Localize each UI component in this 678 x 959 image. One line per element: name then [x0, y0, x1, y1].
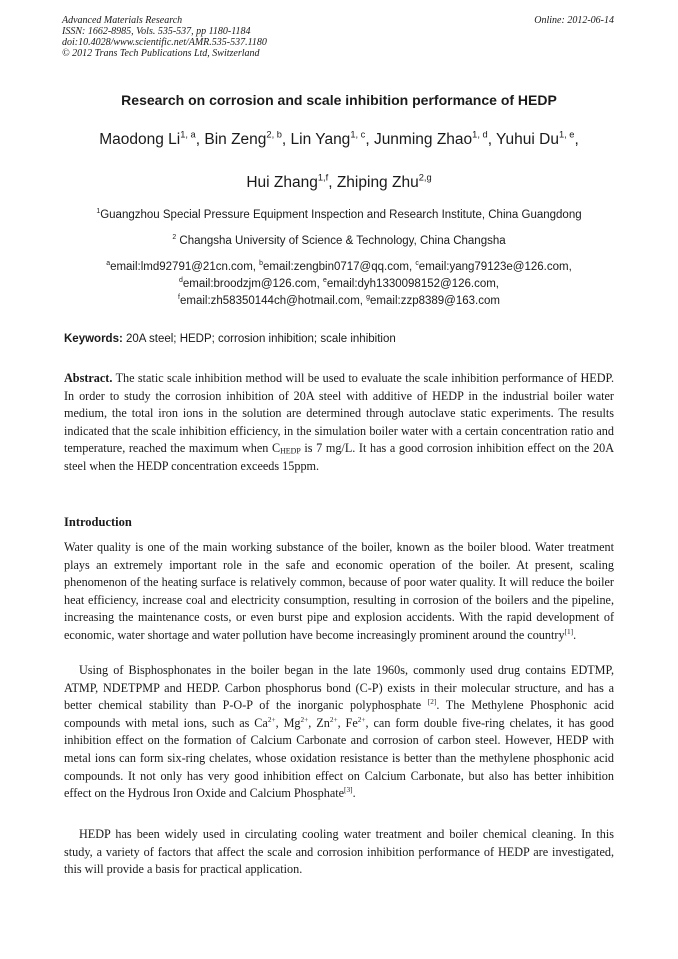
email-sup: e — [323, 277, 327, 285]
email-list — [40, 259, 638, 310]
copyright-line: © 2012 Trans Tech Publications Ltd, Switzerland — [62, 48, 260, 59]
paragraph-text: , can form double five-ring chelates, it has good inhibition effect on the formation of Calcium Carbonate and corrosion of carbon steel. However, HEDP with metal ions can form six-ring chelates, whose oxidation resistance is better than the methylene phosphonic acid compounds. It not only has very good inhibition effect on Calcium Carbonate, but also has better inhibition effect on the Hydrous Iron Oxide and Calcium Phosphate — [64, 715, 615, 801]
issn-line: ISSN: 1662-8985, Vols. 535-537, pp 1180-1184 — [62, 26, 251, 37]
citation-ref: [3] — [344, 785, 353, 795]
author-name: Hui Zhang — [246, 174, 318, 191]
author-sup: 1, c — [350, 129, 366, 140]
keywords-label: Keywords: — [64, 333, 123, 345]
affiliation-sup: 2 — [172, 234, 177, 242]
journal-header — [62, 15, 267, 59]
affiliation-text: Guangzhou Special Pressure Equipment Inspection and Research Institute, China Guangdong — [100, 209, 582, 221]
paragraph-text: . — [573, 627, 577, 642]
paragraph-text: Water quality is one of the main working substance of the boiler, known as the boiler blood. Water treatment plays an extremely important role in the safe and economic operation of the boiler. At present, scaling phenomenon of the heating surface is relatively common, because of poor water quality. It will reduce the boiler heat efficiency, increase coal and electricity consumption, resulting in corrosion of the boilers and the pipeline, increasing the maintenance costs, or even burst pipe and explosion accidents. With the rapid development of economic, water shortage and water pollution have become increasingly prominent around the country — [64, 540, 614, 642]
author-name: Lin Yang — [290, 131, 351, 148]
paragraph-text: . — [352, 786, 356, 801]
paragraph-text: , Fe — [337, 715, 358, 730]
email-line-2 — [40, 276, 638, 293]
email-sup: a — [106, 260, 111, 268]
intro-paragraph-3 — [64, 826, 614, 879]
abstract-subscript: HEDP — [280, 446, 301, 456]
author-line-2: Hui Zhang$^{1,f}$, Zhiping Zhu$^{2,g}$ — [246, 172, 432, 191]
intro-paragraph-1 — [64, 539, 614, 645]
ion-charge: 2+ — [267, 714, 276, 724]
author-line-1: Maodong Li$^{1, a}$, Bin Zeng$^{2, b}$, Lin Yang$^{1, c}$, Junming Zhao$^{1, d}$, Yuhui Du$^{1, e}$, — [99, 129, 579, 148]
author-name: Maodong Li — [99, 131, 181, 148]
citation-ref: [1] — [564, 626, 574, 636]
email-sup: f — [178, 294, 180, 302]
email-line-1 — [40, 259, 638, 276]
keywords — [64, 333, 396, 345]
affiliation-2 — [0, 235, 678, 247]
email-text: email:zengbin0717@qq.com, — [263, 261, 416, 273]
email-sup: c — [415, 260, 419, 268]
keywords-text: 20A steel; HEDP; corrosion inhibition; scale inhibition — [122, 333, 396, 345]
email-text: email:dyh1330098152@126.com, — [326, 278, 499, 290]
affiliation-sup: 1 — [96, 208, 101, 216]
paragraph-text: HEDP has been widely used in circulating cooling water treatment and boiler chemical cleaning. In this study, a variety of factors that affect the scale and corrosion inhibition performance of HEDP are investigated, this will provide a basis for practical application. — [64, 827, 614, 877]
paper-title: Research on corrosion and scale inhibition performance of HEDP — [121, 92, 557, 108]
email-sup: d — [179, 277, 183, 285]
author-name: Bin Zeng — [204, 131, 267, 148]
journal-name: Advanced Materials Research — [62, 15, 183, 26]
email-text: email:zzp8389@163.com — [370, 295, 500, 307]
author-sup: 2, b — [266, 129, 282, 140]
doi-line: doi:10.4028/www.scientific.net/AMR.535-537.1180 — [62, 37, 267, 48]
email-sup: g — [366, 294, 371, 302]
author-name: Junming Zhao — [373, 131, 473, 148]
email-text: email:yang79123e@126.com, — [418, 261, 572, 273]
abstract-label: Abstract. — [64, 371, 113, 385]
ion-charge: 2+ — [357, 714, 366, 724]
author-name: Zhiping Zhu — [336, 174, 419, 191]
intro-paragraph-2 — [64, 662, 614, 803]
author-sup: 1, e — [558, 129, 575, 140]
author-sup: 1, d — [472, 129, 488, 140]
affiliation-1 — [0, 209, 678, 221]
paragraph-text: , Zn — [308, 715, 330, 730]
author-sup: 1,f — [317, 172, 329, 183]
email-text: email:zh58350144ch@hotmail.com, — [179, 295, 367, 307]
email-text: email:lmd92791@21cn.com, — [110, 261, 260, 273]
ion-charge: 2+ — [300, 714, 309, 724]
abstract-text: is 7 mg/L. It has a good corrosion inhibition effect on the 20A steel when the HEDP concentration exceeds 15ppm. — [64, 441, 615, 473]
email-text: email:broodzjm@126.com, — [182, 278, 323, 290]
paragraph-text: Using of Bisphosphonates in the boiler began in the late 1960s, commonly used drug contains EDTMP, ATMP, NDETPMP and HEDP. Carbon phosphorus bond (C-P) exists in their molecular structure, and has a better chemical stability than P-O-P of the inorganic polyphosphate — [64, 663, 614, 713]
online-date: Online: 2012-06-14 — [534, 15, 614, 26]
author-sup: 2,g — [418, 172, 432, 183]
section-heading-introduction: Introduction — [64, 515, 132, 529]
affiliation-text: Changsha University of Science & Technology, China Changsha — [176, 235, 506, 247]
abstract-text: The static scale inhibition method will be used to evaluate the scale inhibition performance of HEDP. In order to study the corrosion inhibition of 20A steel with additive of HEDP in the industrial boiler water medium, the total iron ions in the solution are determined through autoclave static experiments. The results indicated that the scale inhibition efficiency, in the simulation boiler water with a certain concentration ratio and temperature, reached the maximum when C — [64, 371, 614, 456]
email-sup: b — [259, 260, 264, 268]
author-name: Yuhui Du — [496, 131, 559, 148]
paragraph-text: . The Methylene Phosphonic acid compounds with metal ions, such as Ca — [64, 698, 614, 730]
abstract — [64, 370, 614, 476]
email-line-3 — [40, 293, 638, 310]
paragraph-text: , Mg — [275, 715, 301, 730]
author-sup: 1, a — [180, 129, 196, 140]
ion-charge: 2+ — [329, 714, 338, 724]
citation-ref: [2] — [427, 697, 437, 707]
